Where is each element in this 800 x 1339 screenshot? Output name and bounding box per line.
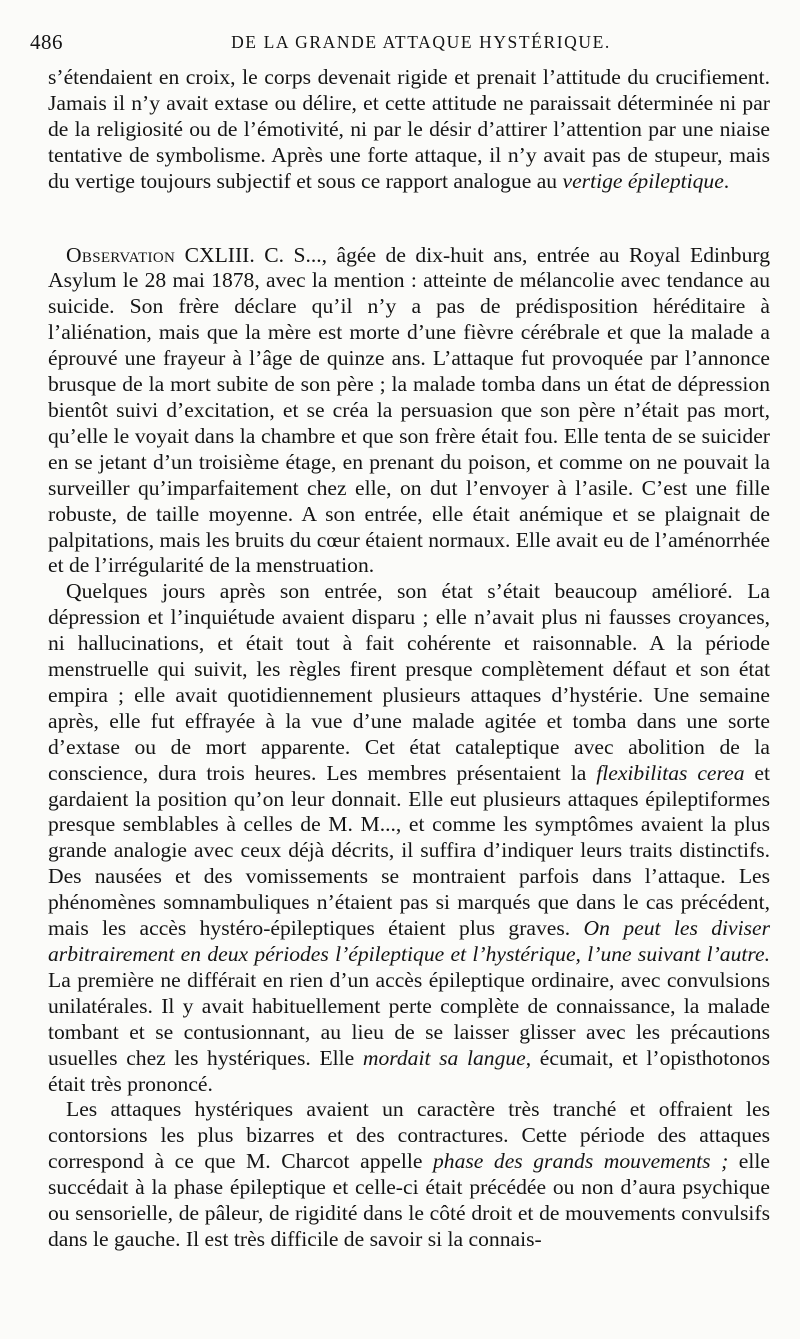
text-run: et gardaient la position qu’on leur donnait. Elle eut plusieurs attaques épileptiformes presque semblables à celles de M. M..., et comme les symptômes avaient la plus grande analogie avec ceux déjà décrits, il suffira d’indiquer leurs traits distinctifs. Des nausées et des vomissements se montraient parfois dans l’attaque. Les phénomènes somnambuliques n’étaient pas si marqués que dans le cas précédent, mais les accès hystéro-épileptiques étaient plus graves. [48,760,771,941]
italic-sentence: On peut les diviser arbitrairement en deux périodes l’épileptique et l’hystérique, l’une suivant l’autre. [48,916,770,966]
text-run: s’étendaient en croix, le corps devenait rigide et prenait l’attitude du crucifiement. Jamais il n’y avait extase ou délire, et cette attitude ne paraissait déterminée ni par de la religiosité ou de l’émotivité, ni par le désir d’attirer l’attention par une niaise tentative de symbolisme. Après une forte attaque, il n’y avait pas de stupeur, mais du vertige toujours subjectif et sous ce rapport analogue au [48,65,770,193]
observation-label: Observation [66,242,176,267]
text-run: . [723,168,730,193]
paragraph [48,1097,770,1252]
page-number: 486 [30,30,63,54]
italic-term: mordait sa langue [362,1045,526,1070]
text-run: Les attaques hystériques avaient un caractère très tranché et offraient les contorsions les plus bizarres et des contractures. Cette période des attaques correspond à ce que M. Charcot appelle [48,1097,770,1174]
italic-term: vertige épileptique [562,168,724,193]
paragraph-continuation [48,65,770,195]
text-run: La première ne différait en rien d’un accès épileptique ordinaire, avec convulsions unilatérales. Il y avait habituellement perte complète de connaissance, la malade tombant et se contusionnant, au lieu de se laisser glisser avec les précautions usuelles chez les hystériques. Elle [48,967,770,1070]
paragraph-observation [48,243,770,580]
running-title: DE LA GRANDE ATTAQUE HYSTÉRIQUE. [231,32,611,52]
italic-term: phase des grands mouvements ; [433,1149,729,1174]
body-text [48,65,770,1253]
paragraph [48,579,770,1097]
text-run: elle succédait à la phase épileptique et celle-ci était précédée ou non d’aura psychique ou sensorielle, de pâleur, de rigidité dans le côté droit et de mouvements convulsifs dans le gauche. Il est très difficile de savoir si la connais- [48,1149,770,1251]
text-run: CXLIII. C. S..., âgée de dix-huit ans, entrée au Royal Edinburg Asylum le 28 mai 1878, avec la mention : atteinte de mélancolie avec tendance au suicide. Son frère déclare qu’il n’y a pas de prédisposition héréditaire à l’aliénation, mais que la mère est morte d’une fièvre cérébrale et que la malade a éprouvé une frayeur à l’âge de quinze ans. L’attaque fut provoquée par l’annonce brusque de la mort subite de son père ; la malade tomba dans un état de dépression bientôt suivi d’excitation, et se créa la persuasion que son père n’était pas mort, qu’elle le voyait dans la chambre et que son frère était fou. Elle tenta de se suicider en se jetant d’un troisième étage, en prenant du poison, et comme on ne pouvait la surveiller qu’imparfaitement chez elle, on dut l’envoyer à l’asile. C’est une fille robuste, de taille moyenne. A son entrée, elle était anémique et se plaignait de palpitations, mais les bruits du cœur étaient normaux. Elle avait eu de l’aménorrhée et de l’irrégularité de la menstruation. [48,242,770,578]
text-run: , écumait, et l’opisthotonos était très prononcé. [48,1045,770,1096]
page-header [30,30,772,56]
text-run: Quelques jours après son entrée, son état s’était beaucoup amélioré. La dépression et l’inquiétude avaient disparu ; elle n’avait plus ni fausses croyances, ni hallucinations, et était tout à fait cohérente et raisonnable. A la période menstruelle qui suivit, les règles firent presque complètement défaut et son état empira ; elle avait quotidiennement plusieurs attaques d’hystérie. Une semaine après, elle fut effrayée à la vue d’une malade agitée et tomba dans une sorte d’extase ou de mort apparente. Cet état cataleptique avec abolition de la conscience, dura trois heures. Les membres présentaient la [48,579,770,785]
italic-term: flexibilitas cerea [596,760,745,785]
